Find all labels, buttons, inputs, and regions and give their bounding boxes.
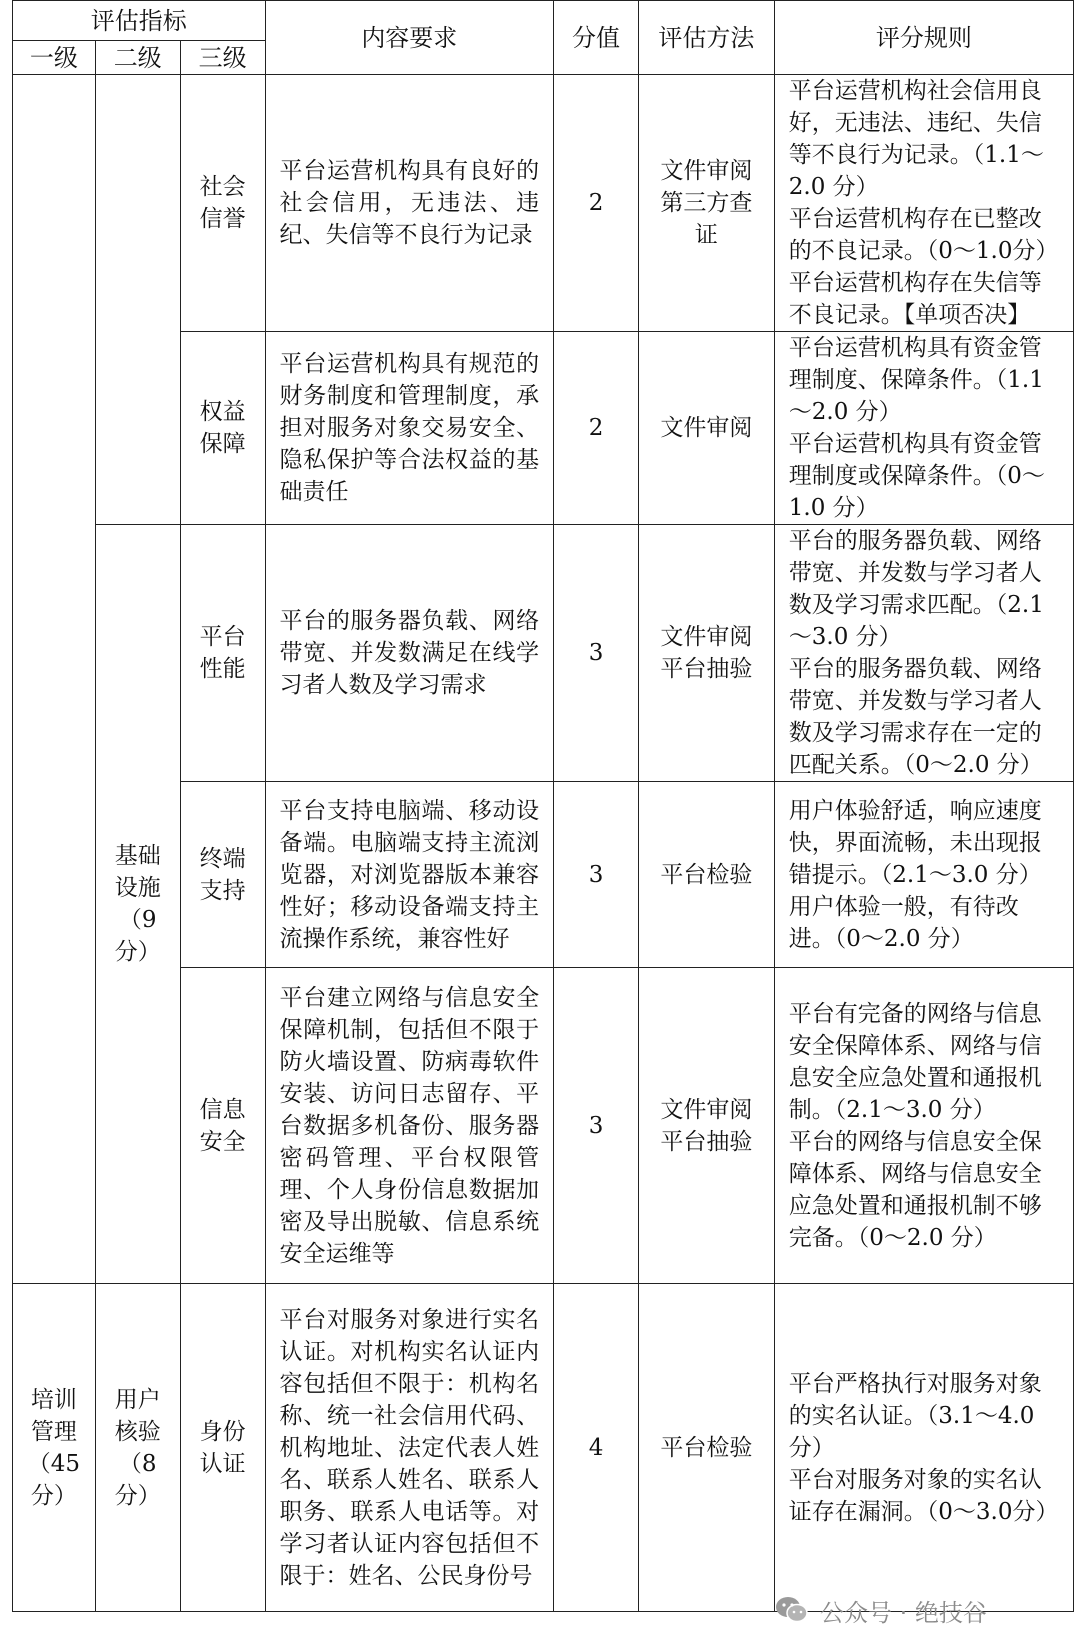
level3-label: 终端 支持 — [199, 845, 246, 904]
table-row — [13, 75, 1074, 332]
method-cell: 平台检验 — [638, 1284, 774, 1612]
header-level1: 一级 — [13, 41, 96, 75]
level2-label: 用户 核验 （8 分） — [114, 1386, 161, 1509]
content-cell: 平台建立网络与信息安全保障机制，包括但不限于防火墙设置、防病毒软件安装、访问日志留存、平台数据多机备份、服务器密码管理、平台权限管理、个人身份信息数据加密及导出脱敏、信息系统安全运维等 — [265, 968, 554, 1284]
table-row — [13, 1284, 1074, 1612]
method-cell: 文件审阅 平台抽验 — [638, 968, 774, 1284]
score-cell: 4 — [554, 1284, 639, 1612]
header-content: 内容要求 — [265, 1, 554, 75]
level3-label: 信息 安全 — [199, 1096, 246, 1155]
rule-item: 平台有完备的网络与信息安全保障体系、网络与信息安全应急处置和通报机制。（2.1～3.0 分） — [788, 1000, 1042, 1123]
content-cell: 平台对服务对象进行实名认证。对机构实名认证内容包括但不限于：机构名称、统一社会信用代码、机构地址、法定代表人姓名、联系人姓名、联系人职务、联系人电话等。对学习者认证内容包括但不限于：姓名、公民身份号 — [265, 1284, 554, 1612]
level3-cell — [180, 968, 265, 1284]
content-cell: 平台运营机构具有规范的财务制度和管理制度，承担对服务对象交易安全、隐私保护等合法权益的基础责任 — [265, 332, 554, 525]
header-score: 分值 — [554, 1, 639, 75]
rule-item: 用户体验一般，有待改进。（0～2.0 分） — [788, 893, 1019, 952]
wechat-icon — [774, 1595, 810, 1625]
level3-label: 社会 信誉 — [199, 174, 246, 232]
content-cell: 平台的服务器负载、网络带宽、并发数满足在线学习者人数及学习需求 — [265, 525, 554, 782]
evaluation-table — [12, 0, 1074, 1612]
level3-cell — [180, 525, 265, 782]
level1-cell-empty — [13, 75, 96, 1284]
score-cell: 3 — [554, 782, 639, 968]
level1-cell — [13, 1284, 96, 1612]
method-cell: 文件审阅 第三方查 证 — [638, 75, 774, 332]
rules-cell — [774, 525, 1073, 782]
content-cell: 平台支持电脑端、移动设备端。电脑端支持主流浏览器，对浏览器版本兼容性好；移动设备端支持主流操作系统，兼容性好 — [265, 782, 554, 968]
header-level3: 三级 — [180, 41, 265, 75]
level3-cell — [180, 332, 265, 525]
rule-item: 平台运营机构社会信用良好，无违法、违纪、失信等不良行为记录。（1.1～2.0 分） — [788, 78, 1044, 200]
table-row — [13, 525, 1074, 782]
header-rules: 评分规则 — [774, 1, 1073, 75]
level3-label: 平台 性能 — [199, 624, 246, 682]
level3-cell — [180, 75, 265, 332]
rules-cell — [774, 332, 1073, 525]
rule-item: 平台运营机构具有资金管理制度、保障条件。（1.1～2.0 分） — [788, 335, 1044, 425]
score-cell: 2 — [554, 75, 639, 332]
level2-cell — [95, 525, 180, 1284]
method-cell: 文件审阅 平台抽验 — [638, 525, 774, 782]
rule-item: 平台运营机构存在失信等不良记录。【单项否决】 — [788, 270, 1042, 328]
score-cell: 2 — [554, 332, 639, 525]
watermark-text: 公众号 · 绝技谷 — [820, 1598, 987, 1627]
rule-item: 平台严格执行对服务对象的实名认证。（3.1～4.0 分） — [788, 1370, 1042, 1461]
rule-item: 平台运营机构存在已整改的不良记录。（0～1.0分） — [788, 206, 1059, 264]
level2-label: 基础 设施 （9 分） — [114, 843, 161, 965]
rules-cell — [774, 782, 1073, 968]
level3-cell — [180, 1284, 265, 1612]
rule-item: 平台的服务器负载、网络带宽、并发数与学习者人数及学习需求匹配。（2.1～3.0 分） — [788, 528, 1044, 650]
level2-cell — [95, 1284, 180, 1612]
content-cell: 平台运营机构具有良好的社会信用，无违法、违纪、失信等不良行为记录 — [265, 75, 554, 332]
rule-item: 平台的服务器负载、网络带宽、并发数与学习者人数及学习需求存在一定的匹配关系。（0～2.0 分） — [788, 656, 1043, 778]
rules-cell — [774, 968, 1073, 1284]
rule-item: 用户体验舒适，响应速度快，界面流畅，未出现报错提示。（2.1～3.0 分） — [788, 797, 1042, 888]
header-indicator: 评估指标 — [13, 1, 266, 41]
level3-cell — [180, 782, 265, 968]
watermark — [774, 1590, 987, 1630]
level1-label: 培训 管理 （45 分） — [27, 1386, 81, 1509]
level3-label: 权益 保障 — [199, 399, 246, 457]
method-cell: 文件审阅 — [638, 332, 774, 525]
rule-item: 平台的网络与信息安全保障体系、网络与信息安全应急处置和通报机制不够完备。（0～2.0 分） — [788, 1128, 1042, 1251]
rules-cell — [774, 75, 1073, 332]
rule-item: 平台运营机构具有资金管理制度或保障条件。（0～1.0 分） — [788, 431, 1045, 521]
rule-item: 平台对服务对象的实名认证存在漏洞。（0～3.0分） — [788, 1466, 1059, 1525]
level2-cell-empty — [95, 75, 180, 525]
header-method: 评估方法 — [638, 1, 774, 75]
rules-cell — [774, 1284, 1073, 1612]
header-level2: 二级 — [95, 41, 180, 75]
score-cell: 3 — [554, 525, 639, 782]
method-cell: 平台检验 — [638, 782, 774, 968]
level3-label: 身份 认证 — [199, 1418, 246, 1477]
score-cell: 3 — [554, 968, 639, 1284]
